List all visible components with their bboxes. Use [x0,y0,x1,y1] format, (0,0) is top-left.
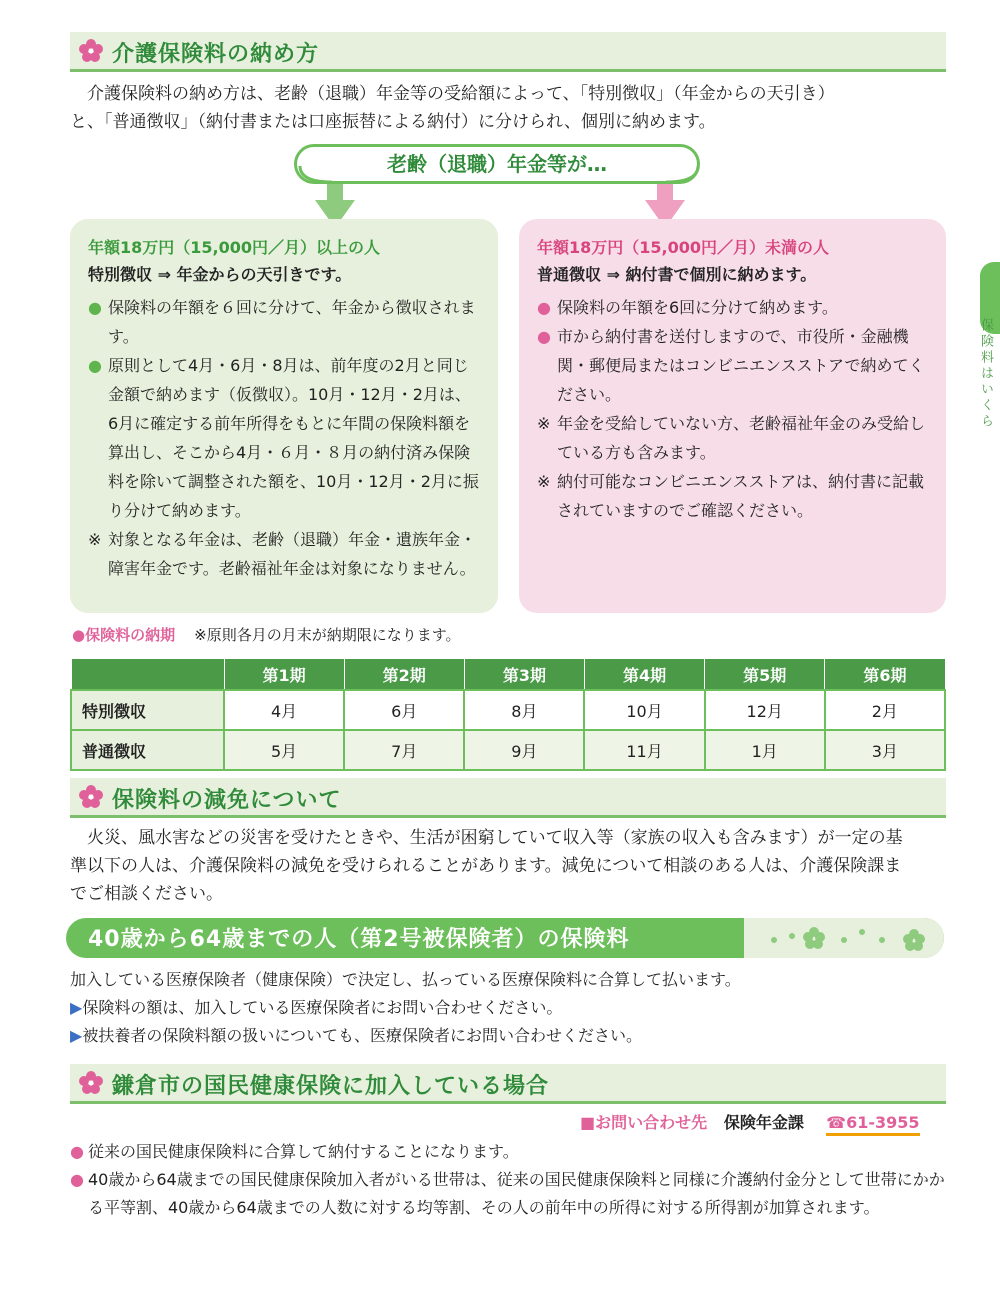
list-item: ● 保険料の年額を6回に分けて納めます。 [537,293,928,322]
pension-bubble: 老齢（退職）年金等が… [294,144,700,184]
section-title: 介護保険料の納め方 [112,42,320,67]
section-header-kamakura-nhi [70,1064,946,1104]
bullet-icon: ● [537,298,551,317]
bullet-icon: ● [537,327,551,346]
table-header: 第2期 [344,659,464,691]
table-corner [71,659,224,691]
section-header-reduction [70,778,946,818]
reduction-line-3: でご相談ください。 [70,884,223,904]
section-title: 鎌倉市の国民健康保険に加入している場合 [112,1074,550,1099]
section-banner-age40-64 [66,918,944,958]
sakura-icon [78,1070,104,1096]
sakura-icon [78,784,104,810]
list-item: ▶保険料の額は、加入している医療保険者にお問い合わせください。 [70,998,563,1017]
banner-title: 40歳から64歳までの人（第2号被保険者）の保険料 [88,927,630,952]
reduction-line-1: 火災、風水害などの災害を受けたときや、生活が困窮していて収入等（家族の収入も含みます）が一定の基 [87,828,903,848]
list-item: ▶被扶養者の保険料額の扱いについても、医療保険者にお問い合わせください。 [70,1026,642,1045]
box-sub: 特別徴収 ⇒ 年金からの天引きです。 [88,265,352,284]
bullet-icon: ● [88,298,102,317]
list-item: ● 保険料の年額を６回に分けて、年金から徴収されます。 [88,293,480,351]
age40-line-1: 加入している医療保険者（健康保険）で決定し、払っている医療保険料に合算して払います。 [70,970,741,989]
reduction-line-2: 準以下の人は、介護保険料の減免を受けられることがあります。減免について相談のある人は、介護保険課ま [70,856,902,876]
note-mark: ※ [537,472,551,491]
sakura-icon [78,38,104,64]
intro-line-1: 介護保険料の納め方は、老齢（退職）年金等の受給額によって、「特別徴収」（年金からの天引き） [87,84,835,104]
due-date-label: ●保険料の納期 ※原則各月の月末が納期限になります。 [72,626,461,644]
payment-schedule-table [70,658,946,771]
list-item: ※ 納付可能なコンビニエンスストアは、納付書に記載されていますのでご確認ください。 [537,467,928,525]
contact-label: ■お問い合わせ先 [580,1113,708,1132]
bullet-icon: ● [88,356,102,375]
intro-line-2: と、「普通徴収」（納付書または口座振替による納付）に分けられ、個別に納めます。 [70,112,716,132]
contact-dept: 保険年金課 [723,1113,804,1132]
list-item: ● 従来の国民健康保険料に合算して納付することになります。 [70,1138,946,1166]
table-header: 第5期 [705,659,825,691]
table-header: 第6期 [825,659,945,691]
list-item: ※ 年金を受給していない方、老齢福祉年金のみ受給している方も含みます。 [537,409,928,467]
table-header: 第3期 [464,659,584,691]
triangle-bullet-icon: ▶ [70,998,83,1017]
bullet-icon: ● [70,1142,84,1161]
contact-phone: ☎61-3955 [826,1113,919,1136]
table-header: 第1期 [224,659,344,691]
note-mark: ※ [537,414,551,433]
normal-collection-box [519,219,946,613]
table-row: 普通徴収 5月 7月 9月 11月 1月 3月 [71,730,945,770]
triangle-bullet-icon: ▶ [70,1026,83,1045]
section-title: 保険料の減免について [112,788,342,813]
list-item: ● 40歳から64歳までの国民健康保険加入者がいる世帯は、従来の国民健康保険料と同様に介護納付金分として世帯にかかる平等割、40歳から64歳までの人数に対する均等割、その人の前年中の所得に対する所得割が加算されます。 [70,1166,946,1222]
contact-info [580,1110,920,1133]
list-item: ● 市から納付書を送付しますので、市役所・金融機関・郵便局またはコンビニエンスストアで納めてください。 [537,322,928,409]
special-collection-box [70,219,498,613]
box-head: 年額18万円（15,000円／月）未満の人 [537,238,830,257]
section-header-payment [70,32,946,72]
table-row: 特別徴収 4月 6月 8月 10月 12月 2月 [71,690,945,730]
bullet-icon: ● [70,1170,84,1189]
note-mark: ※ [88,530,102,549]
box-sub: 普通徴収 ⇒ 納付書で個別に納めます。 [537,265,817,284]
sakura-decoration [744,918,944,958]
sakura-petals-icon [744,918,944,958]
table-header: 第4期 [584,659,704,691]
side-index-label: 保険料はいくら [978,318,993,430]
box-head: 年額18万円（15,000円／月）以上の人 [88,238,381,257]
list-item: ※ 対象となる年金は、老齢（退職）年金・遺族年金・障害年金です。老齢福祉年金は対象になりません。 [88,525,480,583]
list-item: ● 原則として4月・6月・8月は、前年度の2月と同じ金額で納めます（仮徴収）。10月・12月・2月は、6月に確定する前年所得をもとに年間の保険料額を算出し、そこから4月・６月・８月の納付済み保険料を除いて調整された額を、10月・12月・2月に振り分けて納めます。 [88,351,480,525]
